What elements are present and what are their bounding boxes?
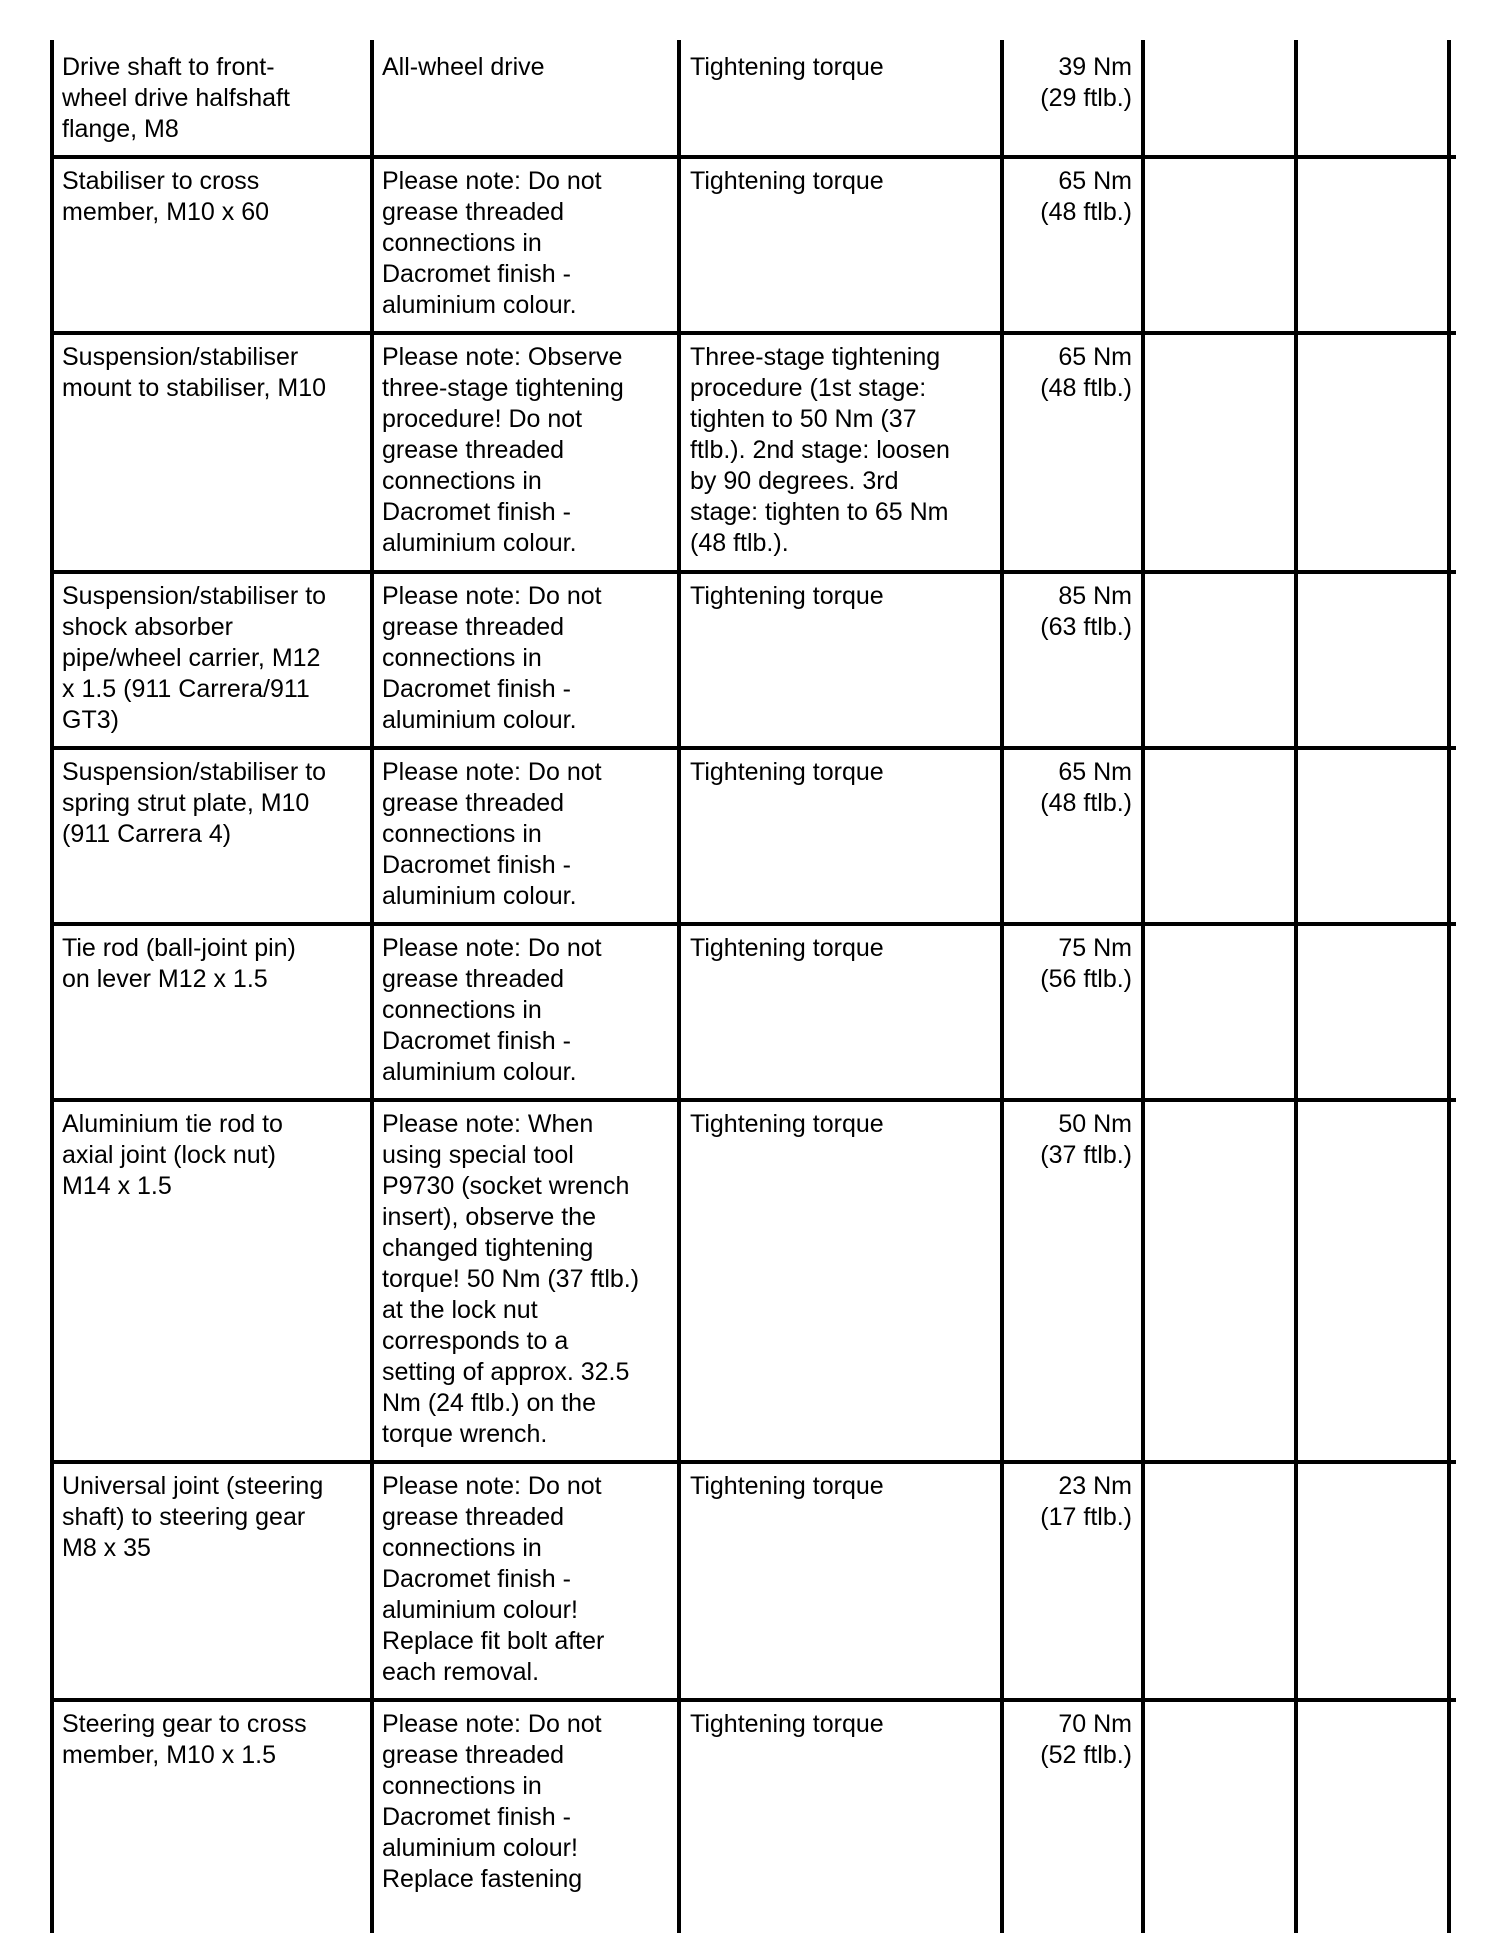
cell-type xyxy=(690,1109,884,1140)
text-line: aluminium colour! xyxy=(382,1596,578,1624)
cell-note xyxy=(382,1471,604,1688)
text-line: by 90 degrees. 3rd xyxy=(690,467,899,495)
text-line: grease threaded xyxy=(382,198,565,226)
text-line: (911 Carrera 4) xyxy=(62,820,232,848)
text-line: aluminium colour. xyxy=(382,291,577,319)
cell-value xyxy=(1040,1471,1132,1533)
text-line: 23 Nm xyxy=(1058,1472,1132,1500)
cell-component xyxy=(62,166,269,228)
row-divider xyxy=(52,1098,1456,1102)
table-border-left xyxy=(50,40,54,1933)
text-line: Please note: Do not xyxy=(382,934,602,962)
text-line: Tie rod (ball-joint pin) xyxy=(62,934,296,962)
text-line: Dacromet finish - xyxy=(382,1803,571,1831)
table-border-right xyxy=(1447,40,1451,1933)
cell-type xyxy=(690,52,884,83)
text-line: All-wheel drive xyxy=(382,53,545,81)
text-line: Replace fit bolt after xyxy=(382,1627,605,1655)
text-line: aluminium colour! xyxy=(382,1834,578,1862)
text-line: (48 ftlb.). xyxy=(690,529,789,557)
text-line: 65 Nm xyxy=(1058,343,1132,371)
cell-component xyxy=(62,52,290,145)
text-line: mount to stabiliser, M10 xyxy=(62,374,327,402)
text-line: Suspension/stabiliser to xyxy=(62,758,327,786)
column-divider xyxy=(1141,40,1145,1933)
row-divider xyxy=(52,1460,1456,1464)
text-line: (17 ftlb.) xyxy=(1040,1503,1132,1531)
text-line: Please note: Do not xyxy=(382,1472,602,1500)
cell-note xyxy=(382,933,602,1088)
cell-component xyxy=(62,342,326,404)
row-divider xyxy=(52,1698,1456,1702)
text-line: Suspension/stabiliser xyxy=(62,343,299,371)
cell-value xyxy=(1040,1709,1132,1771)
cell-value xyxy=(1040,52,1132,114)
text-line: Tightening torque xyxy=(690,1472,884,1500)
text-line: Universal joint (steering xyxy=(62,1472,324,1500)
text-line: (48 ftlb.) xyxy=(1040,198,1132,226)
text-line: (56 ftlb.) xyxy=(1040,965,1132,993)
text-line: Suspension/stabiliser to xyxy=(62,582,327,610)
text-line: setting of approx. 32.5 xyxy=(382,1358,630,1386)
text-line: (48 ftlb.) xyxy=(1040,374,1132,402)
text-line: tighten to 50 Nm (37 xyxy=(690,405,917,433)
text-line: 65 Nm xyxy=(1058,167,1132,195)
text-line: spring strut plate, M10 xyxy=(62,789,310,817)
text-line: connections in xyxy=(382,229,542,257)
cell-note xyxy=(382,1109,639,1450)
text-line: grease threaded xyxy=(382,1503,565,1531)
text-line: Drive shaft to front- xyxy=(62,53,275,81)
text-line: member, M10 x 1.5 xyxy=(62,1741,276,1769)
cell-type xyxy=(690,1709,884,1740)
text-line: Please note: Do not xyxy=(382,582,602,610)
text-line: x 1.5 (911 Carrera/911 xyxy=(62,675,310,703)
text-line: stage: tighten to 65 Nm xyxy=(690,498,949,526)
row-divider xyxy=(52,570,1456,574)
text-line: flange, M8 xyxy=(62,115,179,143)
text-line: pipe/wheel carrier, M12 xyxy=(62,644,321,672)
text-line: axial joint (lock nut) xyxy=(62,1141,276,1169)
text-line: connections in xyxy=(382,644,542,672)
text-line: 65 Nm xyxy=(1058,758,1132,786)
text-line: 85 Nm xyxy=(1058,582,1132,610)
text-line: aluminium colour. xyxy=(382,529,577,557)
text-line: corresponds to a xyxy=(382,1327,569,1355)
text-line: GT3) xyxy=(62,706,119,734)
cell-component xyxy=(62,1471,323,1564)
text-line: Please note: When xyxy=(382,1110,594,1138)
text-line: Tightening torque xyxy=(690,1710,884,1738)
text-line: Dacromet finish - xyxy=(382,498,571,526)
cell-value xyxy=(1040,581,1132,643)
cell-type xyxy=(690,581,884,612)
text-line: Dacromet finish - xyxy=(382,851,571,879)
text-line: Stabiliser to cross xyxy=(62,167,260,195)
text-line: Please note: Observe xyxy=(382,343,623,371)
cell-type xyxy=(690,757,884,788)
text-line: grease threaded xyxy=(382,613,565,641)
text-line: connections in xyxy=(382,1772,542,1800)
text-line: aluminium colour. xyxy=(382,882,577,910)
cell-type xyxy=(690,1471,884,1502)
text-line: Tightening torque xyxy=(690,167,884,195)
text-line: grease threaded xyxy=(382,789,565,817)
cell-note xyxy=(382,166,602,321)
text-line: Please note: Do not xyxy=(382,758,602,786)
text-line: (63 ftlb.) xyxy=(1040,613,1132,641)
text-line: insert), observe the xyxy=(382,1203,596,1231)
cell-note xyxy=(382,342,624,559)
text-line: 75 Nm xyxy=(1058,934,1132,962)
text-line: 50 Nm xyxy=(1058,1110,1132,1138)
text-line: changed tightening xyxy=(382,1234,594,1262)
text-line: grease threaded xyxy=(382,436,565,464)
cell-component xyxy=(62,933,296,995)
row-divider xyxy=(52,155,1456,159)
text-line: P9730 (socket wrench xyxy=(382,1172,630,1200)
text-line: (48 ftlb.) xyxy=(1040,789,1132,817)
text-line: connections in xyxy=(382,996,542,1024)
text-line: connections in xyxy=(382,1534,542,1562)
text-line: Tightening torque xyxy=(690,934,884,962)
text-line: each removal. xyxy=(382,1658,540,1686)
text-line: Three-stage tightening xyxy=(690,343,941,371)
text-line: Dacromet finish - xyxy=(382,1027,571,1055)
text-line: Tightening torque xyxy=(690,1110,884,1138)
cell-value xyxy=(1040,1109,1132,1171)
text-line: member, M10 x 60 xyxy=(62,198,270,226)
text-line: Tightening torque xyxy=(690,53,884,81)
cell-type xyxy=(690,933,884,964)
text-line: Aluminium tie rod to xyxy=(62,1110,283,1138)
cell-note xyxy=(382,1709,602,1895)
text-line: M8 x 35 xyxy=(62,1534,151,1562)
text-line: using special tool xyxy=(382,1141,574,1169)
text-line: Dacromet finish - xyxy=(382,1565,571,1593)
text-line: procedure! Do not xyxy=(382,405,583,433)
text-line: M14 x 1.5 xyxy=(62,1172,172,1200)
text-line: aluminium colour. xyxy=(382,706,577,734)
text-line: (29 ftlb.) xyxy=(1040,84,1132,112)
text-line: torque wrench. xyxy=(382,1420,548,1448)
text-line: 70 Nm xyxy=(1058,1710,1132,1738)
text-line: 39 Nm xyxy=(1058,53,1132,81)
text-line: shaft) to steering gear xyxy=(62,1503,306,1531)
text-line: connections in xyxy=(382,820,542,848)
text-line: Replace fastening xyxy=(382,1865,583,1893)
cell-note xyxy=(382,757,602,912)
text-line: three-stage tightening xyxy=(382,374,624,402)
cell-type xyxy=(690,166,884,197)
text-line: (37 ftlb.) xyxy=(1040,1141,1132,1169)
column-divider xyxy=(370,40,374,1933)
row-divider xyxy=(52,331,1456,335)
text-line: on lever M12 x 1.5 xyxy=(62,965,268,993)
column-divider xyxy=(1000,40,1004,1933)
text-line: grease threaded xyxy=(382,1741,565,1769)
cell-component xyxy=(62,757,326,850)
text-line: Dacromet finish - xyxy=(382,675,571,703)
cell-component xyxy=(62,581,326,736)
cell-value xyxy=(1040,933,1132,995)
text-line: Steering gear to cross xyxy=(62,1710,307,1738)
cell-type xyxy=(690,342,950,559)
text-line: at the lock nut xyxy=(382,1296,538,1324)
text-line: Tightening torque xyxy=(690,758,884,786)
cell-component xyxy=(62,1109,283,1202)
text-line: Tightening torque xyxy=(690,582,884,610)
text-line: shock absorber xyxy=(62,613,233,641)
cell-value xyxy=(1040,757,1132,819)
text-line: Dacromet finish - xyxy=(382,260,571,288)
row-divider xyxy=(52,922,1456,926)
text-line: torque! 50 Nm (37 ftlb.) xyxy=(382,1265,640,1293)
text-line: grease threaded xyxy=(382,965,565,993)
cell-note xyxy=(382,581,602,736)
column-divider xyxy=(1294,40,1298,1933)
row-divider xyxy=(52,746,1456,750)
cell-value xyxy=(1040,166,1132,228)
text-line: ftlb.). 2nd stage: loosen xyxy=(690,436,950,464)
text-line: connections in xyxy=(382,467,542,495)
text-line: Please note: Do not xyxy=(382,167,602,195)
text-line: wheel drive halfshaft xyxy=(62,84,290,112)
text-line: (52 ftlb.) xyxy=(1040,1741,1132,1769)
text-line: Please note: Do not xyxy=(382,1710,602,1738)
cell-value xyxy=(1040,342,1132,404)
cell-note xyxy=(382,52,545,83)
text-line: aluminium colour. xyxy=(382,1058,577,1086)
text-line: procedure (1st stage: xyxy=(690,374,927,402)
text-line: Nm (24 ftlb.) on the xyxy=(382,1389,596,1417)
cell-component xyxy=(62,1709,307,1771)
column-divider xyxy=(677,40,681,1933)
